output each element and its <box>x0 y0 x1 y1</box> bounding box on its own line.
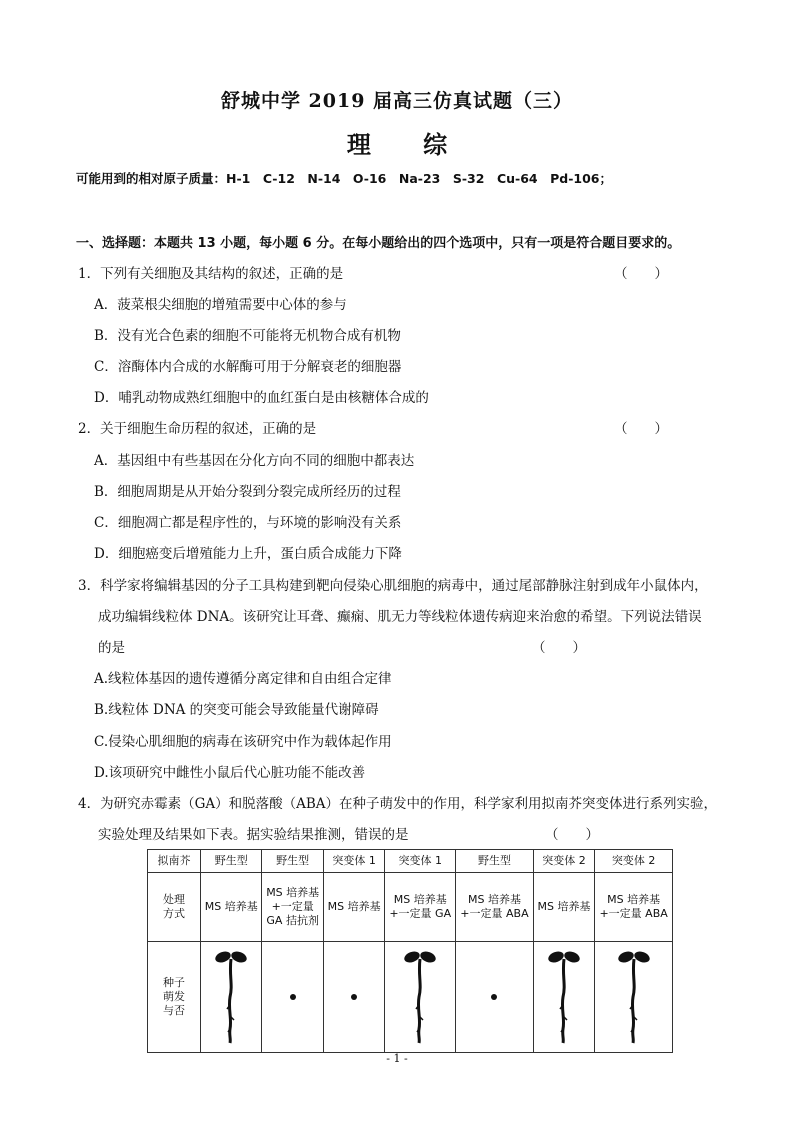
treatment-line: +一定量 ABA <box>460 907 529 920</box>
germination-cell <box>323 942 384 1053</box>
q2-option-c: C．细胞凋亡都是程序性的，与环境的影响没有关系 <box>94 515 402 531</box>
answer-blank: （ ） <box>614 421 668 437</box>
col-type: 野生型 <box>456 850 534 873</box>
question-1-stem: 1．下列有关细胞及其结构的叙述，正确的是 <box>78 266 344 282</box>
seedling-icon <box>402 945 438 1045</box>
treatment-cell <box>595 873 673 942</box>
row-label-line: 处理 <box>163 893 185 906</box>
treatment-cell <box>201 873 262 942</box>
treatment-line: GA 拮抗剂 <box>266 914 319 927</box>
answer-blank: （ ） <box>614 266 668 282</box>
page-number: - 1 - <box>386 1052 408 1065</box>
seedling-icon <box>616 945 652 1045</box>
experiment-table <box>147 849 673 1053</box>
treatment-line: MS 培养基 <box>467 893 521 906</box>
col-type: 野生型 <box>201 850 262 873</box>
germination-cell <box>456 942 534 1053</box>
treatment-line: MS 培养基 <box>204 900 258 913</box>
treatment-line: +一定量 <box>271 900 314 913</box>
treatment-line: +一定量 ABA <box>599 907 668 920</box>
row-label-line: 种子 <box>163 976 185 989</box>
treatment-cell <box>323 873 384 942</box>
q1-option-d: D．哺乳动物成熟红细胞中的血红蛋白是由核糖体合成的 <box>94 390 429 406</box>
question-4-stem-line-2: 实验处理及结果如下表。据实验结果推测，错误的是 <box>98 827 409 843</box>
exam-subtitle: 理 综 <box>346 130 470 159</box>
germination-cell <box>262 942 323 1053</box>
col-type: 野生型 <box>262 850 323 873</box>
seedling-icon <box>546 945 582 1045</box>
q1-option-c: C．溶酶体内合成的水解酶可用于分解衰老的细胞器 <box>94 359 402 375</box>
q1-option-b: B．没有光合色素的细胞不可能将无机物合成有机物 <box>94 328 401 344</box>
col-type: 突变体 2 <box>595 850 673 873</box>
col-type: 突变体 2 <box>533 850 594 873</box>
col-type: 突变体 1 <box>323 850 384 873</box>
treatment-line: +一定量 GA <box>389 907 452 920</box>
q3-option-c: C.侵染心肌细胞的病毒在该研究中作为载体起作用 <box>94 734 392 750</box>
germination-cell <box>533 942 594 1053</box>
germination-cell <box>385 942 456 1053</box>
table-row-type <box>148 850 673 873</box>
table-row-germination <box>148 942 673 1053</box>
q2-option-d: D．细胞癌变后增殖能力上升，蛋白质合成能力下降 <box>94 546 402 562</box>
answer-blank: （ ） <box>545 827 599 843</box>
q3-option-b: B.线粒体 DNA 的突变可能会导致能量代谢障碍 <box>94 702 379 718</box>
seed-dot-icon <box>290 994 296 1000</box>
seed-dot-icon <box>351 994 357 1000</box>
question-3-stem-line-2: 成功编辑线粒体 DNA。该研究让耳聋、癫痫、肌无力等线粒体遗传病迎来治愈的希望。下列说法错误 <box>98 609 702 625</box>
atomic-masses: 可能用到的相对原子质量：H-1 C-12 N-14 O-16 Na-23 S-32 Cu-64 Pd-106； <box>76 171 612 186</box>
treatment-line: MS 培养基 <box>327 900 381 913</box>
question-3-stem-line-3: 的是 <box>98 640 125 656</box>
q3-option-d: D.该项研究中雌性小鼠后代心脏功能不能改善 <box>94 765 366 781</box>
q1-option-a: A．菠菜根尖细胞的增殖需要中心体的参与 <box>94 297 347 313</box>
question-4-stem-line-1: 4．为研究赤霉素（GA）和脱落酸（ABA）在种子萌发中的作用，科学家利用拟南芥突变体进行系列实验， <box>78 796 718 812</box>
treatment-cell <box>456 873 534 942</box>
table-row-treatment <box>148 873 673 942</box>
row-label-line: 萌发 <box>163 990 185 1003</box>
treatment-line: MS 培养基 <box>393 893 447 906</box>
treatment-cell <box>533 873 594 942</box>
exam-title: 舒城中学 2019 届高三仿真试题（三） <box>220 90 574 112</box>
germination-cell <box>595 942 673 1053</box>
germination-cell <box>201 942 262 1053</box>
row-label <box>148 942 201 1053</box>
row-label-line: 拟南芥 <box>157 854 191 867</box>
treatment-cell <box>262 873 323 942</box>
q2-option-b: B．细胞周期是从开始分裂到分裂完成所经历的过程 <box>94 484 401 500</box>
q3-option-a: A.线粒体基因的遗传遵循分离定律和自由组合定律 <box>94 671 392 687</box>
section-title: 一、选择题：本题共 13 小题，每小题 6 分。在每小题给出的四个选项中，只有一项是符合题目要求的。 <box>76 236 681 251</box>
question-2-stem: 2．关于细胞生命历程的叙述，正确的是 <box>78 421 317 437</box>
answer-blank: （ ） <box>532 640 586 656</box>
seed-dot-icon <box>491 994 497 1000</box>
question-3-stem-line-1: 3．科学家将编辑基因的分子工具构建到靶向侵染心肌细胞的病毒中，通过尾部静脉注射到成年小鼠体内， <box>78 578 708 594</box>
col-type: 突变体 1 <box>385 850 456 873</box>
treatment-line: MS 培养基 <box>607 893 661 906</box>
row-label-line: 方式 <box>163 907 185 920</box>
seedling-icon <box>213 945 249 1045</box>
q2-option-a: A．基因组中有些基因在分化方向不同的细胞中都表达 <box>94 453 415 469</box>
treatment-line: MS 培养基 <box>537 900 591 913</box>
row-label <box>148 873 201 942</box>
row-label <box>148 850 201 873</box>
treatment-line: MS 培养基 <box>266 886 320 899</box>
treatment-cell <box>385 873 456 942</box>
row-label-line: 与否 <box>163 1004 185 1017</box>
